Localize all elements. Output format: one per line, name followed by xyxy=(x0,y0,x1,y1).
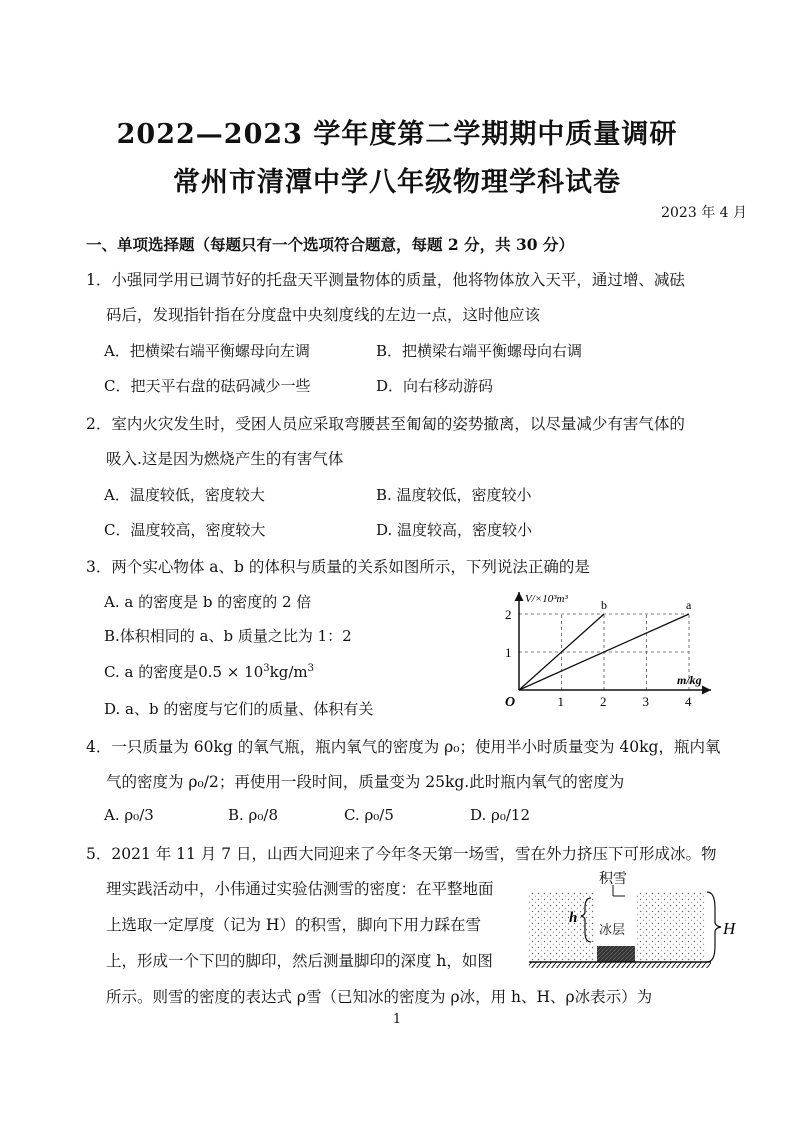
page-number: 1 xyxy=(392,1012,402,1027)
q1-line2: 码后，发现指针指在分度盘中央刻度线的左边一点，这时他应该 xyxy=(106,306,541,324)
exam-title-line2: 常州市清潭中学八年级物理学科试卷 xyxy=(173,167,621,198)
q3-option-b: B.体积相同的 a、b 质量之比为 1：2 xyxy=(104,627,352,645)
q3-option-c xyxy=(104,661,314,682)
q5-line5: 所示。则雪的密度的表达式 ρ雪（已知冰的密度为 ρ冰，用 h、H、ρ冰表示）为 xyxy=(106,988,653,1006)
q1-option-a: A．把横梁右端平衡螺母向左调 xyxy=(104,342,310,360)
q4-line2: 气的密度为 ρ₀/2；再使用一段时间，质量变为 25kg.此时瓶内氧气的密度为 xyxy=(106,773,625,791)
x-axis-label: m/kg xyxy=(677,673,702,687)
q3-volume-mass-chart xyxy=(495,586,725,716)
q1-option-b: B．把横梁右端平衡螺母向右调 xyxy=(376,342,583,360)
q2-option-a: A．温度较低，密度较大 xyxy=(104,486,265,504)
q4-option-d: D. ρ₀/12 xyxy=(470,806,530,824)
q2-line1: 2．室内火灾发生时，受困人员应采取弯腰甚至匍匐的姿势撤离，以尽量减少有害气体的 xyxy=(86,415,685,433)
series-label-b: b xyxy=(601,598,607,612)
q3-option-c-unit: kg/m xyxy=(269,663,308,681)
origin-label: O xyxy=(505,695,516,710)
q4-option-b: B. ρ₀/8 xyxy=(228,806,278,824)
q2-option-c: C．温度较高，密度较大 xyxy=(104,521,266,539)
q5-line4: 上，形成一个下凹的脚印，然后测量脚印的深度 h，如图 xyxy=(106,952,493,970)
q4-line1: 4．一只质量为 60kg 的氧气瓶，瓶内氧气的密度为 ρ₀；使用半小时质量变为 40kg，瓶内氧 xyxy=(86,738,721,756)
q2-option-b: B. 温度较低，密度较小 xyxy=(376,486,532,504)
H-brace xyxy=(707,892,721,962)
q2-option-d: D. 温度较高，密度较小 xyxy=(376,521,533,539)
y-axis-label: V/×10³m³ xyxy=(525,593,568,605)
q5-line1: 5．2021 年 11 月 7 日，山西大同迎来了今年冬天第一场雪，雪在外力挤压下可形成冰。物 xyxy=(86,845,717,863)
q3-option-a: A. a 的密度是 b 的密度的 2 倍 xyxy=(104,593,312,611)
exam-title-line1: 2022—2023 学年度第二学期期中质量调研 xyxy=(116,119,678,150)
q5-line2: 理实践活动中，小伟通过实验估测雪的密度：在平整地面 xyxy=(106,880,494,898)
h-label: h xyxy=(569,910,578,926)
q3-option-c-exp: 3 xyxy=(263,663,270,674)
q3-line1: 3．两个实心物体 a、b 的体积与质量的关系如图所示，下列说法正确的是 xyxy=(86,558,590,576)
H-label: H xyxy=(723,919,736,938)
q4-option-c: C. ρ₀/5 xyxy=(344,806,394,824)
ice-layer xyxy=(597,946,635,962)
snow-right-block xyxy=(637,892,705,962)
ice-label: 冰层 xyxy=(599,922,626,937)
exam-date: 2023 年 4 月 xyxy=(661,205,747,221)
q3-option-c-unit-exp: 3 xyxy=(307,663,314,674)
snow-footprint-figure xyxy=(525,868,740,978)
q1-option-c: C．把天平右盘的砝码减少一些 xyxy=(104,377,311,395)
q5-line3: 上选取一定厚度（记为 H）的积雪，脚向下用力踩在雪 xyxy=(106,916,481,934)
q4-option-a: A. ρ₀/3 xyxy=(104,806,154,824)
q3-option-c-text: C. a 的密度是0.5 × 10 xyxy=(104,663,264,681)
section-heading: 一、单项选择题（每题只有一个选项符合题意，每题 2 分，共 30 分） xyxy=(86,235,574,254)
q3-option-d: D. a、b 的密度与它们的质量、体积有关 xyxy=(104,700,374,718)
x-tick-label: 3 xyxy=(642,694,649,709)
q1-line1: 1．小强同学用已调节好的托盘天平测量物体的质量，他将物体放入天平，通过增、减砝 xyxy=(86,271,685,289)
series-label-a: a xyxy=(686,598,692,612)
x-tick-label: 2 xyxy=(600,694,607,709)
q2-line2: 吸入.这是因为燃烧产生的有害气体 xyxy=(106,450,344,468)
y-tick-label: 2 xyxy=(505,607,512,622)
y-tick-label: 1 xyxy=(505,645,512,660)
ground-hatching xyxy=(529,962,711,968)
x-tick-label: 1 xyxy=(557,694,564,709)
x-tick-label: 4 xyxy=(685,694,692,709)
q1-option-d: D．向右移动游码 xyxy=(376,377,494,395)
snow-label: 积雪 xyxy=(599,872,627,887)
